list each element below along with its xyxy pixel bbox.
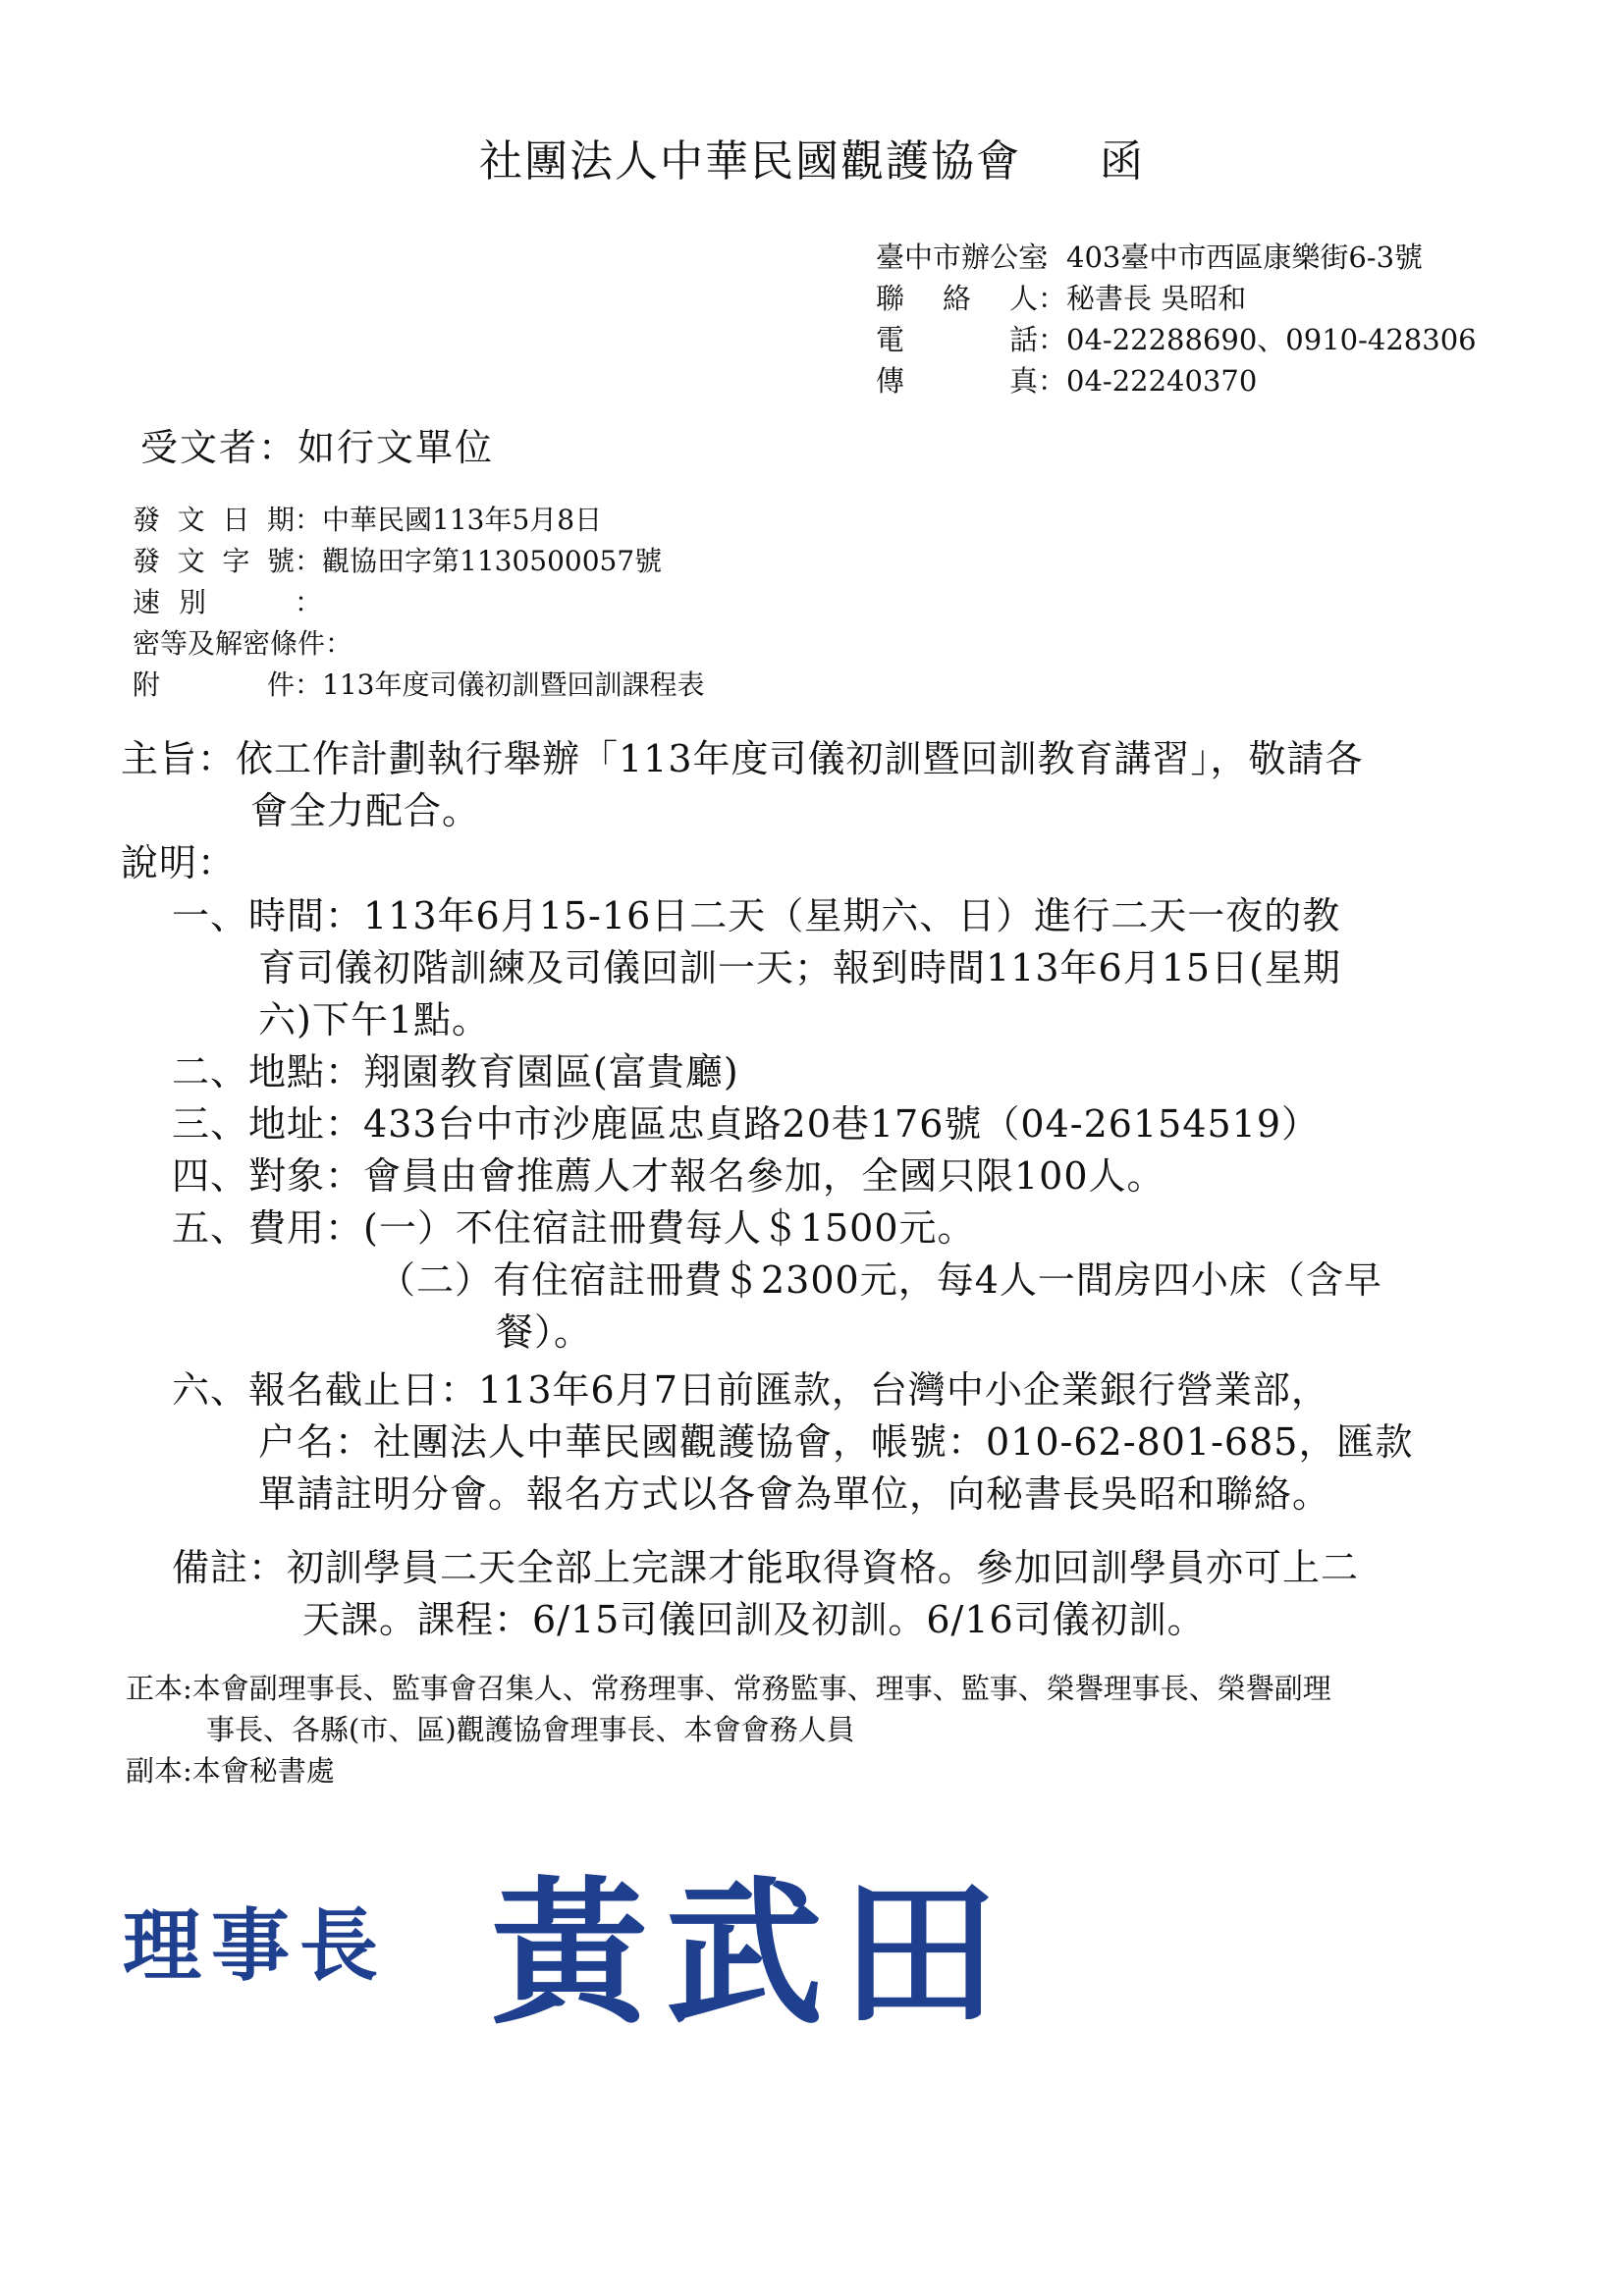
contact-phone: 電話：04-22288690、0910-428306 [876, 323, 1477, 356]
copies-secondary: 副本:本會秘書處 [126, 1754, 335, 1788]
item-six-line-2: 户名：社團法人中華民國觀護協會，帳號：010-62-801-685，匯款 [258, 1420, 1414, 1464]
recipient: 受文者：如行文單位 [140, 426, 495, 469]
contact-person: 聯絡人：秘書長 吳昭和 [876, 282, 1247, 315]
item-five-line-2: （二）有住宿註冊費＄2300元，每4人一間房四小床（含早 [378, 1258, 1382, 1302]
item-one-line-1: 一、時間：113年6月15-16日二天（星期六、日）進行二天一夜的教 [172, 894, 1341, 937]
note-line-1: 備註：初訓學員二天全部上完課才能取得資格。參加回訓學員亦可上二 [172, 1546, 1360, 1589]
signature-name: 黃武田 [491, 1861, 1016, 2046]
document-title [0, 126, 1624, 188]
item-six-line-3: 單請註明分會。報名方式以各會為單位，向秘書長吳昭和聯絡。 [258, 1472, 1331, 1516]
contact-fax: 傳真：04-22240370 [876, 364, 1258, 398]
meta-date: 發文日期：中華民國113年5月8日 [133, 504, 603, 536]
meta-classification: 密等及解密條件： [133, 627, 353, 660]
item-five-line-1: 五、費用：(一）不住宿註冊費每人＄1500元。 [172, 1206, 976, 1250]
note-line-2: 天課。課程：6/15司儀回訓及初訓。6/16司儀初訓。 [302, 1598, 1206, 1641]
organization-name: 社團法人中華民國觀護協會 [479, 136, 1021, 187]
copies-main-line-1: 正本:本會副理事長、監事會召集人、常務理事、常務監事、理事、監事、榮譽理事長、榮譽副理 [126, 1672, 1331, 1705]
item-two: 二、地點：翔園教育園區(富貴廳) [172, 1050, 739, 1094]
item-one-line-3: 六)下午1點。 [258, 998, 491, 1041]
meta-priority: 速別 ： [133, 586, 323, 618]
signature-title: 理事長 [123, 1899, 388, 1992]
contact-office: 臺中市辦公室：403臺中市西區康樂街6-3號 [876, 240, 1424, 274]
meta-attachment: 附件：113年度司儀初訓暨回訓課程表 [133, 668, 705, 701]
explanation-label: 說明： [121, 841, 237, 884]
item-six-line-1: 六、報名截止日：113年6月7日前匯款，台灣中小企業銀行營業部， [172, 1368, 1329, 1412]
subject-line-2: 會全力配合。 [250, 789, 481, 832]
subject-line-1: 主旨：依工作計劃執行舉辦「113年度司儀初訓暨回訓教育講習」，敬請各 [121, 737, 1364, 780]
item-one-line-2: 育司儀初階訓練及司儀回訓一天；報到時間113年6月15日(星期 [258, 946, 1341, 989]
copies-main-line-2: 事長、各縣(市、區)觀護協會理事長、本會會務人員 [206, 1713, 855, 1746]
meta-doc-number: 發文字號：觀協田字第1130500057號 [133, 545, 663, 577]
item-five-line-3: 餐）。 [496, 1310, 593, 1354]
item-four: 四、對象：會員由會推薦人才報名參加，全國只限100人。 [172, 1154, 1165, 1198]
document-form: 函 [1100, 136, 1145, 187]
item-three: 三、地址：433台中市沙鹿區忠貞路20巷176號（04-26154519） [172, 1102, 1321, 1146]
